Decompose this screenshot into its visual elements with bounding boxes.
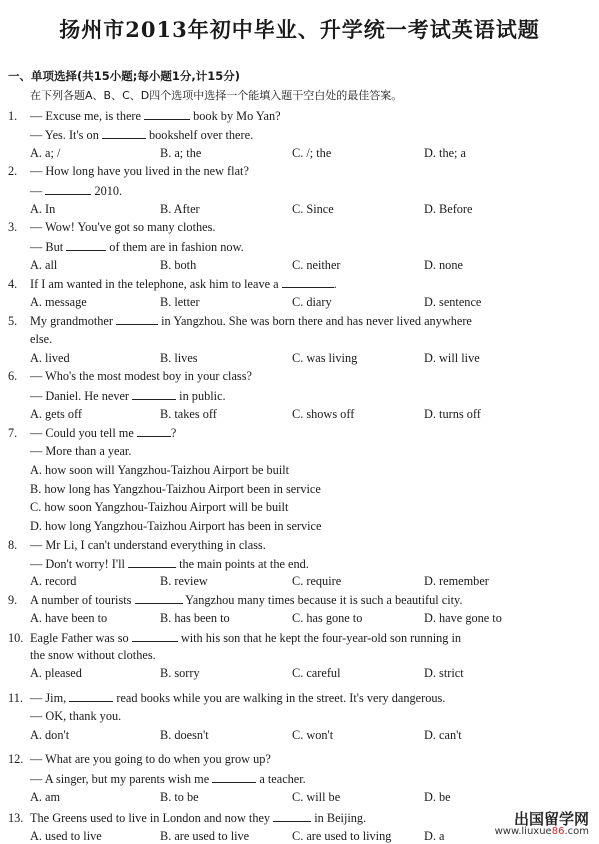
watermark-url-accent: 86 [551, 826, 565, 837]
page-title: 扬州市2013年初中毕业、升学统一考试英语试题 [59, 17, 540, 42]
answer-option: B. both [160, 258, 197, 272]
question-number: 6. [8, 369, 18, 383]
question-text: in Beijing. [311, 811, 367, 825]
section-heading: 一、单项选择(共15小题;每小题1分,计15分) [8, 69, 240, 83]
question-number: 4. [8, 277, 18, 291]
question-number: 9. [8, 593, 18, 607]
answer-option: D. turns off [424, 407, 481, 421]
question-line [30, 556, 309, 572]
question-line [30, 332, 52, 347]
answer-blank [66, 239, 106, 251]
question-number: 3. [8, 220, 18, 234]
answer-option: A. record [30, 574, 77, 588]
question-number: 8. [8, 538, 18, 552]
question-text: — Mr Li, I can't understand everything in class. [30, 538, 266, 552]
question-number: 11. [8, 691, 23, 705]
answer-option: C. neither [292, 258, 341, 272]
answer-option: B. takes off [160, 407, 217, 421]
question-text: else. [30, 332, 53, 346]
question-text: — Don't worry! I'll [30, 557, 129, 571]
question-text: — Who's the most modest boy in your class? [30, 369, 252, 383]
answer-option: B. After [160, 202, 200, 216]
question-text: ? [170, 426, 177, 440]
question-number: 7. [8, 426, 18, 440]
watermark-name: 出国留学网 [513, 810, 589, 828]
answer-option: C. will be [292, 790, 341, 804]
question-text: the main points at the end. [176, 557, 309, 571]
question-text: A number of tourists [30, 593, 135, 607]
answer-option: D. sentence [424, 295, 482, 309]
question-text: — Excuse me, is there [30, 109, 145, 123]
question-line [8, 690, 445, 706]
question-line [8, 592, 462, 608]
answer-option: B. sorry [160, 666, 200, 680]
answer-option: B. review [160, 574, 208, 588]
answer-option: D. the; a [424, 146, 467, 160]
answer-option: C. diary [292, 295, 332, 309]
question-text: with his son that he kept the four-year-old son running in [177, 631, 462, 645]
question-text: book by Mo Yan? [190, 109, 281, 123]
question-text: — What are you going to do when you grow up? [30, 752, 271, 766]
answer-blank [69, 690, 113, 702]
question-text: a teacher. [256, 772, 306, 786]
question-number: 13. [8, 811, 24, 825]
answer-option: D. a [424, 829, 445, 843]
watermark-url-suffix: .com [564, 826, 589, 837]
answer-blank [144, 108, 190, 120]
answer-option: C. has gone to [292, 611, 363, 625]
question-line [30, 239, 244, 255]
answer-blank [128, 556, 176, 568]
question-text: the snow without clothes. [30, 648, 156, 662]
question-text: — How long have you lived in the new flat? [30, 164, 249, 178]
answer-option: A. don't [30, 728, 70, 742]
answer-option: D. none [424, 258, 463, 272]
question-text: 2010. [91, 184, 123, 198]
answer-blank [273, 810, 311, 822]
question-line [30, 183, 122, 199]
answer-option: A. used to live [30, 829, 102, 843]
question-text: in public. [176, 389, 226, 403]
answer-option: D. be [424, 790, 451, 804]
answer-option: D. will live [424, 351, 480, 365]
answer-option: C. are used to living [292, 829, 392, 843]
question-text: — Yes. It's on [30, 128, 102, 142]
question-line [30, 709, 121, 724]
answer-option: A. gets off [30, 407, 83, 421]
question-line [8, 220, 215, 235]
answer-option: D. how long Yangzhou-Taizhou Airport has been in service [30, 518, 322, 533]
answer-option: B. how long has Yangzhou-Taizhou Airport been in service [30, 481, 321, 496]
question-line [8, 108, 281, 124]
question-number: 5. [8, 314, 18, 328]
answer-blank [116, 313, 158, 325]
question-text: — Jim, [30, 691, 70, 705]
question-line [8, 164, 249, 179]
question-text: in Yangzhou. She was born there and has never lived anywhere [158, 314, 472, 328]
question-line [8, 538, 266, 553]
answer-option: B. letter [160, 295, 200, 309]
question-line [30, 127, 253, 143]
question-text: of them are in fashion now. [106, 240, 244, 254]
question-text: Eagle Father was so [30, 631, 132, 645]
answer-option: D. strict [424, 666, 464, 680]
question-text: — Daniel. He never [30, 389, 133, 403]
answer-option: A. pleased [30, 666, 82, 680]
answer-option: A. In [30, 202, 56, 216]
answer-option: A. how soon will Yangzhou-Taizhou Airport be built [30, 463, 290, 477]
answer-option: B. has been to [160, 611, 230, 625]
question-text: — But [30, 240, 67, 254]
question-text: bookshelf over there. [145, 128, 254, 142]
answer-option: C. careful [292, 666, 341, 680]
answer-blank [132, 630, 178, 642]
answer-blank [135, 592, 183, 604]
answer-option: D. remember [424, 574, 489, 588]
question-number: 12. [8, 752, 24, 766]
answer-option: A. message [30, 295, 87, 309]
question-number: 2. [8, 164, 18, 178]
watermark [443, 808, 593, 838]
question-line [30, 771, 306, 787]
answer-option: B. a; the [160, 146, 202, 160]
answer-option: D. can't [424, 728, 462, 742]
question-text: — A singer, but my parents wish me [30, 772, 213, 786]
answer-option: D. Before [424, 202, 473, 216]
question-line [30, 388, 226, 404]
answer-option: B. are used to live [160, 829, 250, 843]
watermark-url [495, 826, 589, 837]
question-line [8, 752, 271, 767]
answer-option: B. doesn't [160, 728, 209, 742]
question-text: read books while you are walking in the street. It's very dangerous. [113, 691, 446, 705]
question-text: The Greens used to live in London and now they [30, 811, 274, 825]
answer-blank [132, 388, 176, 400]
answer-blank [102, 127, 146, 139]
answer-option: C. require [292, 574, 342, 588]
question-line [30, 648, 156, 663]
answer-option: B. lives [160, 351, 198, 365]
answer-option: C. shows off [292, 407, 355, 421]
question-number: 1. [8, 109, 18, 123]
question-text: My grandmother [30, 314, 117, 328]
answer-option: B. to be [160, 790, 199, 804]
answer-option: C. how soon Yangzhou-Taizhou Airport will be built [30, 500, 289, 514]
question-text: . [333, 277, 337, 291]
answer-option: A. a; / [30, 146, 61, 160]
answer-option: C. /; the [292, 146, 332, 160]
question-line [30, 444, 131, 459]
question-text: Yangzhou many times because it is such a beautiful city. [182, 593, 463, 607]
answer-option: A. am [30, 790, 61, 804]
answer-option: D. have gone to [424, 611, 502, 625]
question-line [8, 369, 252, 384]
answer-blank [212, 771, 256, 783]
answer-blank [282, 276, 334, 288]
question-text: — Could you tell me [30, 426, 137, 440]
question-line [8, 425, 176, 441]
question-text: If I am wanted in the telephone, ask him to leave a [30, 277, 282, 291]
answer-blank [45, 183, 91, 195]
answer-option: A. have been to [30, 611, 108, 625]
question-text: — OK, thank you. [30, 709, 122, 723]
question-number: 10. [8, 631, 24, 645]
watermark-url-prefix: www.liuxue [494, 826, 552, 837]
answer-blank [137, 425, 171, 437]
question-line [8, 630, 461, 646]
question-line [8, 276, 337, 292]
section-instruction: 在下列各题A、B、C、D四个选项中选择一个能填入题干空白处的最佳答案。 [30, 89, 403, 102]
question-text: — More than a year. [30, 444, 132, 458]
question-text: — Wow! You've got so many clothes. [30, 220, 216, 234]
answer-option: C. Since [292, 202, 334, 216]
answer-option: A. lived [30, 351, 70, 365]
answer-option: A. all [30, 258, 58, 272]
question-line [8, 313, 472, 329]
answer-option: C. won't [292, 728, 334, 742]
question-text: — [30, 184, 46, 198]
question-line [8, 810, 366, 826]
answer-option: C. was living [292, 351, 358, 365]
